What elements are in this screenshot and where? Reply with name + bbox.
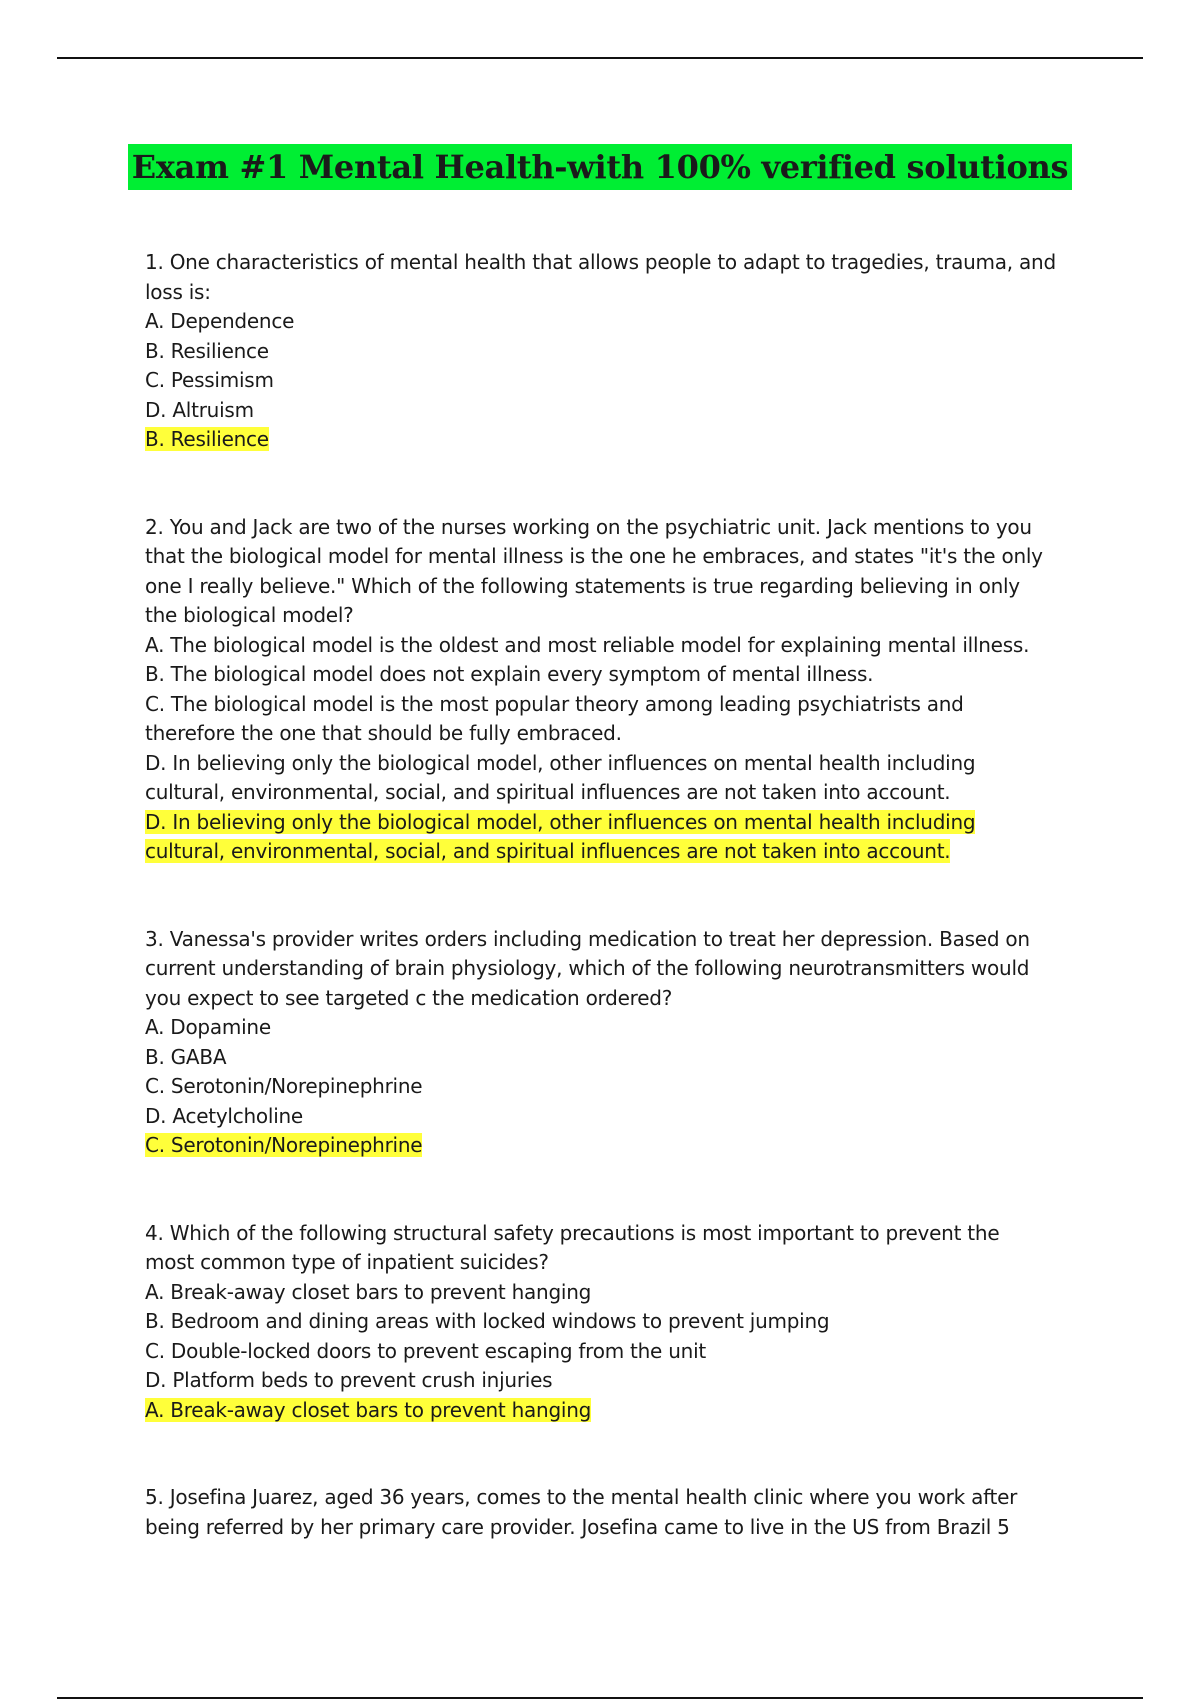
question-1 <box>145 248 1065 455</box>
question-line: you expect to see targeted c the medication ordered? <box>145 985 673 1010</box>
option-c: C. Serotonin/Norepinephrine <box>145 1074 423 1098</box>
option-b: B. Resilience <box>145 338 269 363</box>
question-5 <box>145 1483 1065 1542</box>
option-a: A. Dependence <box>145 309 295 333</box>
option-d: D. Platform beds to prevent crush injuries <box>145 1368 553 1392</box>
question-line: current understanding of brain physiology, which of the following neurotransmitters would <box>145 956 1030 980</box>
option-b: B. The biological model does not explain every symptom of mental illness. <box>145 662 874 686</box>
question-2 <box>145 513 1065 867</box>
option-c: C. The biological model is the most popular theory among leading psychiatrists and <box>145 691 964 716</box>
answer-line <box>145 1396 1065 1426</box>
answer-highlight: D. In believing only the biological model, other influences on mental health including <box>145 809 976 834</box>
answer-line <box>145 837 1065 867</box>
question-line: 3. Vanessa's provider writes orders including medication to treat her depression. Based on <box>145 926 1030 951</box>
answer-highlight: A. Break-away closet bars to prevent hanging <box>145 1397 592 1422</box>
answer-line <box>145 425 1065 455</box>
question-line: 4. Which of the following structural safety precautions is most important to prevent the <box>145 1220 1000 1245</box>
option-b: B. GABA <box>145 1044 227 1069</box>
bottom-rule <box>57 1697 1143 1699</box>
question-3 <box>145 925 1065 1161</box>
question-line: most common type of inpatient suicides? <box>145 1250 549 1274</box>
question-line: being referred by her primary care provider. Josefina came to live in the US from Brazil 5 <box>145 1514 1010 1539</box>
question-line: 5. Josefina Juarez, aged 36 years, comes to the mental health clinic where you work after <box>145 1485 1018 1509</box>
document-body <box>145 248 1065 1600</box>
option-d-cont: cultural, environmental, social, and spiritual influences are not taken into account. <box>145 780 951 804</box>
top-rule <box>57 57 1143 59</box>
option-c: C. Pessimism <box>145 368 274 392</box>
answer-highlight: C. Serotonin/Norepinephrine <box>145 1133 423 1157</box>
option-b: B. Bedroom and dining areas with locked windows to prevent jumping <box>145 1309 830 1333</box>
question-line: that the biological model for mental illness is the one he embraces, and states "it's the only <box>145 544 1043 568</box>
question-4 <box>145 1219 1065 1426</box>
option-a: A. The biological model is the oldest and most reliable model for explaining mental illness. <box>145 632 1030 657</box>
title-wrap <box>0 144 1200 190</box>
option-d: D. Acetylcholine <box>145 1103 303 1128</box>
answer-highlight: B. Resilience <box>145 427 269 451</box>
option-c-cont: therefore the one that should be fully embraced. <box>145 721 622 745</box>
question-line: one I really believe." Which of the following statements is true regarding believing in only <box>145 573 1020 598</box>
option-a: A. Dopamine <box>145 1015 271 1039</box>
answer-highlight: cultural, environmental, social, and spiritual influences are not taken into account. <box>145 839 951 863</box>
document-title: Exam #1 Mental Health-with 100% verified solutions <box>128 144 1072 190</box>
question-line: 1. One characteristics of mental health that allows people to adapt to tragedies, trauma, and <box>145 250 1056 274</box>
question-line: the biological model? <box>145 603 354 627</box>
question-line: 2. You and Jack are two of the nurses working on the psychiatric unit. Jack mentions to you <box>145 514 1032 539</box>
option-d: D. In believing only the biological model, other influences on mental health including <box>145 750 976 775</box>
option-c: C. Double-locked doors to prevent escaping from the unit <box>145 1338 706 1363</box>
option-d: D. Altruism <box>145 397 254 422</box>
option-a: A. Break-away closet bars to prevent hanging <box>145 1279 592 1304</box>
question-line: loss is: <box>145 279 211 304</box>
answer-line <box>145 808 1065 838</box>
answer-line <box>145 1131 1065 1161</box>
